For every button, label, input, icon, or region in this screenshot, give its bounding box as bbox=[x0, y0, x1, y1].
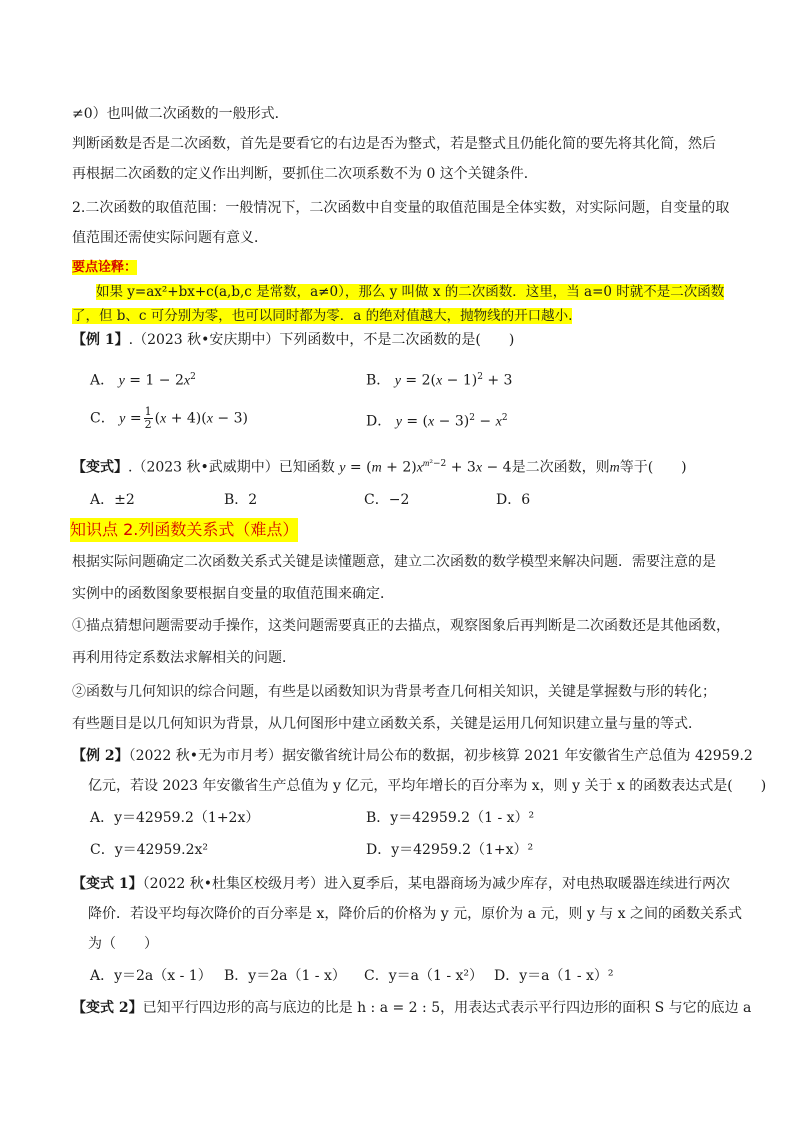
example1-option-d: D． $y = (x - 3)^2 - x^2$ bbox=[366, 413, 508, 430]
paragraph-line: 再根据二次函数的定义作出判断，要抓住二次项系数不为 0 这个关键条件． bbox=[72, 166, 538, 182]
example1-option-a: A． $y = 1 - 2x^2$ bbox=[90, 372, 196, 389]
variant2-title: 【变式 1】（2022 秋•杜集区校级月考）进入夏季后，某电器商场为减少库存，对电热取暖器连续进行两次 bbox=[72, 876, 730, 892]
example2-option-b: B．y＝42959.2（1 - x）² bbox=[366, 810, 535, 826]
example2-option-a: A．y＝42959.2（1+2x） bbox=[90, 810, 260, 826]
paragraph-line: ①描点猜想问题需要动手操作，这类问题需要真正的去描点，观察图象后再判断是二次函数还是其他函数， bbox=[72, 618, 730, 634]
variant2-option-d: D．y＝a（1 - x）² bbox=[494, 968, 614, 984]
variant2-line3: 为（ ） bbox=[88, 936, 158, 952]
section-heading: 知识点 2.列函数关系式（难点） bbox=[70, 518, 298, 542]
variant1-option-d: D．6 bbox=[496, 492, 531, 508]
paragraph-line: 判断函数是否是二次函数，首先是要看它的右边是否为整式，若是整式且仍能化简的要先将其化简，然后 bbox=[72, 136, 716, 152]
paragraph-line: ≠0）也叫做二次函数的一般形式． bbox=[72, 106, 289, 122]
variant2-option-a: A．y＝2a（x - 1） bbox=[90, 968, 212, 984]
key-points-line1: 如果 y=ax²+bx+c(a,b,c 是常数，a≠0），那么 y 叫做 x 的二次函数．这里，当 a=0 时就不是二次函数 bbox=[96, 284, 725, 300]
variant2-option-c: C．y＝a（1 - x²） bbox=[364, 968, 484, 984]
example2-option-c: C．y＝42959.2x² bbox=[90, 842, 209, 858]
example1-title: 【例 1】.（2023 秋•安庆期中）下列函数中，不是二次函数的是( ) bbox=[72, 332, 515, 348]
variant2-option-b: B．y＝2a（1 - x） bbox=[224, 968, 346, 984]
variant3-title: 【变式 2】已知平行四边形的高与底边的比是 h : a = 2 : 5，用表达式表示平行四边形的面积 S 与它的底边 a bbox=[72, 1000, 752, 1016]
example1-option-b: B． $y = 2(x - 1)^2 + 3$ bbox=[366, 372, 513, 389]
variant1-title: 【变式】.（2023 秋•武威期中）已知函数 $y = (m + 2)x^{m^2-2} + 3x - 4$是二次函数，则m等于( ) bbox=[72, 458, 687, 476]
key-points-line2: 了，但 b、c 可分别为零，也可以同时都为零．a 的绝对值越大，抛物线的开口越小. bbox=[72, 308, 573, 324]
paragraph-line: ②函数与几何知识的综合问题，有些是以函数知识为背景考查几何相关知识，关键是掌握数与形的转化； bbox=[72, 684, 716, 700]
variant1-option-b: B．2 bbox=[224, 492, 258, 508]
variant1-option-a: A．±2 bbox=[90, 492, 135, 508]
paragraph-line: 2.二次函数的取值范围：一般情况下，二次函数中自变量的取值范围是全体实数，对实际问题，自变量的取 bbox=[72, 200, 730, 216]
key-points-label: 要点诠释： bbox=[72, 260, 138, 275]
example2-option-d: D．y＝42959.2（1+x）² bbox=[366, 842, 534, 858]
variant1-option-c: C．−2 bbox=[364, 492, 410, 508]
paragraph-line: 实例中的函数图象要根据自变量的取值范围来确定． bbox=[72, 586, 394, 602]
paragraph-line: 再利用待定系数法求解相关的问题． bbox=[72, 650, 296, 666]
paragraph-line: 有些题目是以几何知识为背景，从几何图形中建立函数关系，关键是运用几何知识建立量与量的等式． bbox=[72, 716, 702, 732]
paragraph-line: 值范围还需使实际问题有意义． bbox=[72, 230, 268, 246]
example1-option-c: C． y = $\frac{1}{2}$ (x + 4)(x − 3) bbox=[90, 405, 248, 431]
example2-line2: 亿元，若设 2023 年安徽省生产总值为 y 亿元，平均年增长的百分率为 x，则 y 关于 x 的函数表达式是( ) bbox=[88, 778, 767, 794]
variant2-line2: 降价．若设平均每次降价的百分率是 x，降价后的价格为 y 元，原价为 a 元，则 y 与 x 之间的函数关系式 bbox=[88, 906, 743, 922]
paragraph-line: 根据实际问题确定二次函数关系式关键是读懂题意，建立二次函数的数学模型来解决问题．需要注意的是 bbox=[72, 554, 716, 570]
example2-title: 【例 2】（2022 秋•无为市月考）据安徽省统计局公布的数据，初步核算 2021 年安徽省生产总值为 42959.2 bbox=[72, 748, 753, 764]
